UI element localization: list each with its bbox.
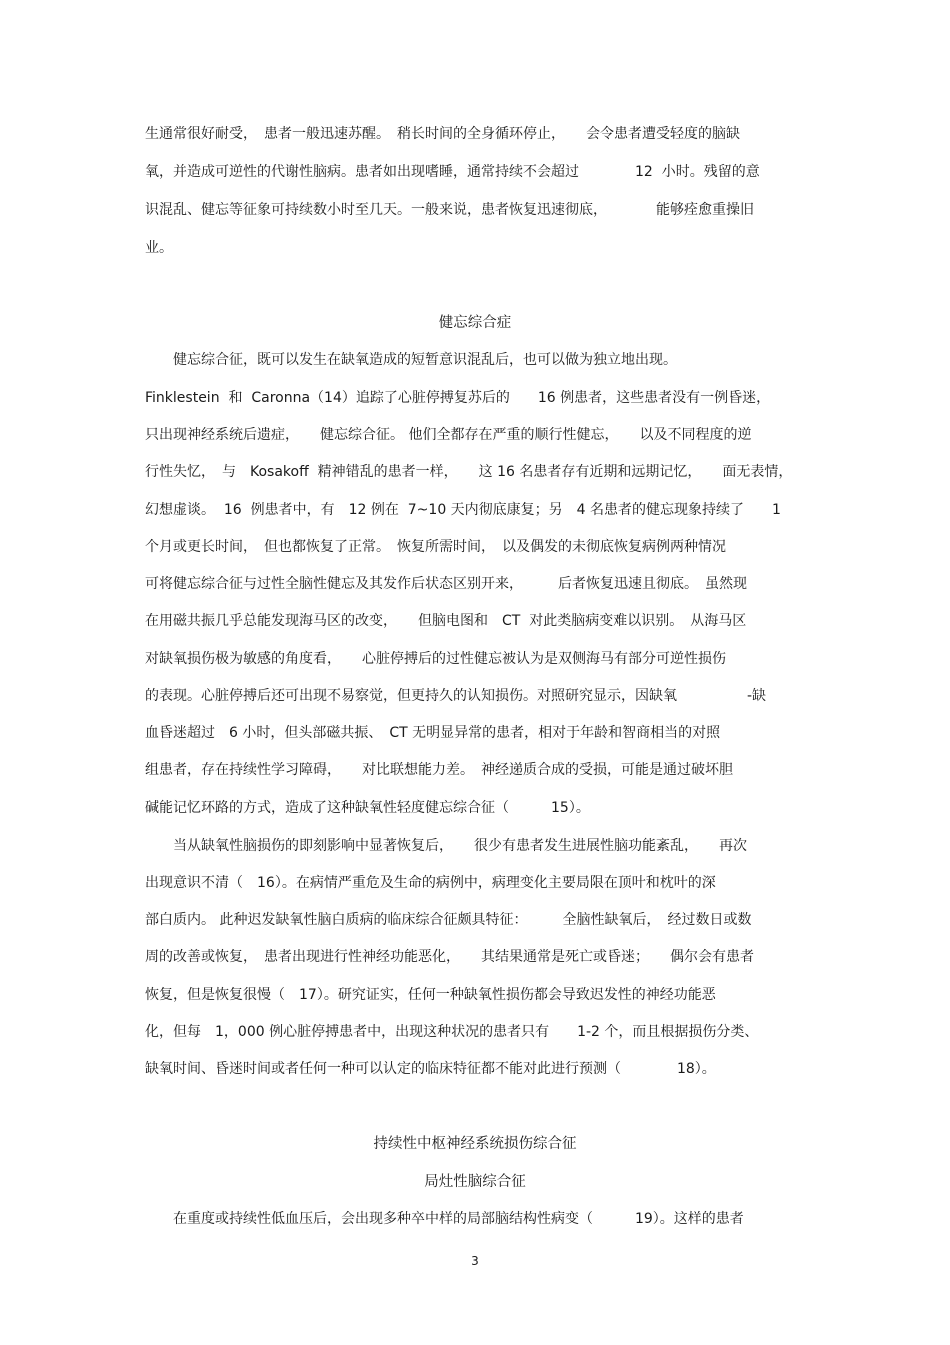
body-line: 识混乱、健忘等征象可持续数小时至几天。一般来说，患者恢复迅速彻底， 能够痊愈重操旧 bbox=[145, 202, 754, 218]
body-line: 幻想虚谈。 16 例患者中，有 12 例在 7~10 天内彻底康复；另 4 名患者的健忘现象持续了 1 bbox=[145, 502, 781, 518]
body-line: 健忘综合征，既可以发生在缺氧造成的短暂意识混乱后，也可以做为独立地出现。 bbox=[145, 352, 677, 368]
section-heading: 健忘综合症 bbox=[438, 315, 512, 331]
body-line: 个月或更长时间， 但也都恢复了正常。 恢复所需时间， 以及偶发的未彻底恢复病例两种情况 bbox=[145, 539, 726, 555]
body-line: 在重度或持续性低血压后，会出现多种卒中样的局部脑结构性病变（ 19）。这样的患者 bbox=[145, 1211, 744, 1227]
body-line: 生通常很好耐受， 患者一般迅速苏醒。 稍长时间的全身循环停止， 会令患者遭受轻度的脑缺 bbox=[145, 126, 740, 142]
body-line: 周的改善或恢复， 患者出现进行性神经功能恶化， 其结果通常是死亡或昏迷； 偶尔会有患者 bbox=[145, 949, 754, 965]
body-line: 可将健忘综合征与过性全脑性健忘及其发作后状态区别开来， 后者恢复迅速且彻底。 虽然现 bbox=[145, 576, 747, 592]
body-line: 氧，并造成可逆性的代谢性脑病。患者如出现嗜睡，通常持续不会超过 12 小时。残留的意 bbox=[145, 164, 760, 180]
body-line: 出现意识不清（ 16）。在病情严重危及生命的病例中，病理变化主要局限在顶叶和枕叶的深 bbox=[145, 875, 716, 891]
body-line: Finklestein 和 Caronna（14）追踪了心脏停搏复苏后的 16 例患者，这些患者没有一例昏迷， bbox=[145, 390, 771, 406]
body-line: 行性失忆， 与 Kosakoff 精神错乱的患者一样， 这 16 名患者存有近期和远期记忆， 面无表情， bbox=[145, 464, 793, 480]
subsection-heading: 局灶性脑综合征 bbox=[424, 1174, 526, 1190]
body-line: 只出现神经系统后遗症， 健忘综合征。 他们全都存在严重的顺行性健忘， 以及不同程度的逆 bbox=[145, 427, 752, 443]
body-line: 化，但每 1，000 例心脏停搏患者中，出现这种状况的患者只有 1-2 个，而且根据损伤分类、 bbox=[145, 1024, 759, 1040]
page-number: 3 bbox=[471, 1254, 479, 1268]
body-line: 碱能记忆环路的方式，造成了这种缺氧性轻度健忘综合征（ 15）。 bbox=[145, 800, 590, 816]
body-line: 当从缺氧性脑损伤的即刻影响中显著恢复后， 很少有患者发生进展性脑功能紊乱， 再次 bbox=[145, 838, 747, 854]
body-line: 缺氧时间、昏迷时间或者任何一种可以认定的临床特征都不能对此进行预测（ 18）。 bbox=[145, 1061, 716, 1077]
body-line: 对缺氧损伤极为敏感的角度看， 心脏停搏后的过性健忘被认为是双侧海马有部分可逆性损伤 bbox=[145, 651, 726, 667]
body-line: 业。 bbox=[145, 240, 173, 256]
body-line: 部白质内。 此种迟发缺氧性脑白质病的临床综合征颇具特征： 全脑性缺氧后， 经过数日或数 bbox=[145, 912, 752, 928]
section-heading: 持续性中枢神经系统损伤综合征 bbox=[373, 1136, 577, 1152]
body-line: 血昏迷超过 6 小时，但头部磁共振、 CT 无明显异常的患者，相对于年龄和智商相当的对照 bbox=[145, 725, 721, 741]
body-line: 组患者，存在持续性学习障碍， 对比联想能力差。 神经递质合成的受损，可能是通过破坏胆 bbox=[145, 762, 733, 778]
body-line: 的表现。心脏停搏后还可出现不易察觉，但更持久的认知损伤。对照研究显示，因缺氧 -缺 bbox=[145, 688, 767, 704]
body-line: 在用磁共振几乎总能发现海马区的改变， 但脑电图和 CT 对此类脑病变难以识别。 从海马区 bbox=[145, 613, 747, 629]
body-line: 恢复，但是恢复很慢（ 17）。研究证实，任何一种缺氧性损伤都会导致迟发性的神经功能恶 bbox=[145, 987, 716, 1003]
